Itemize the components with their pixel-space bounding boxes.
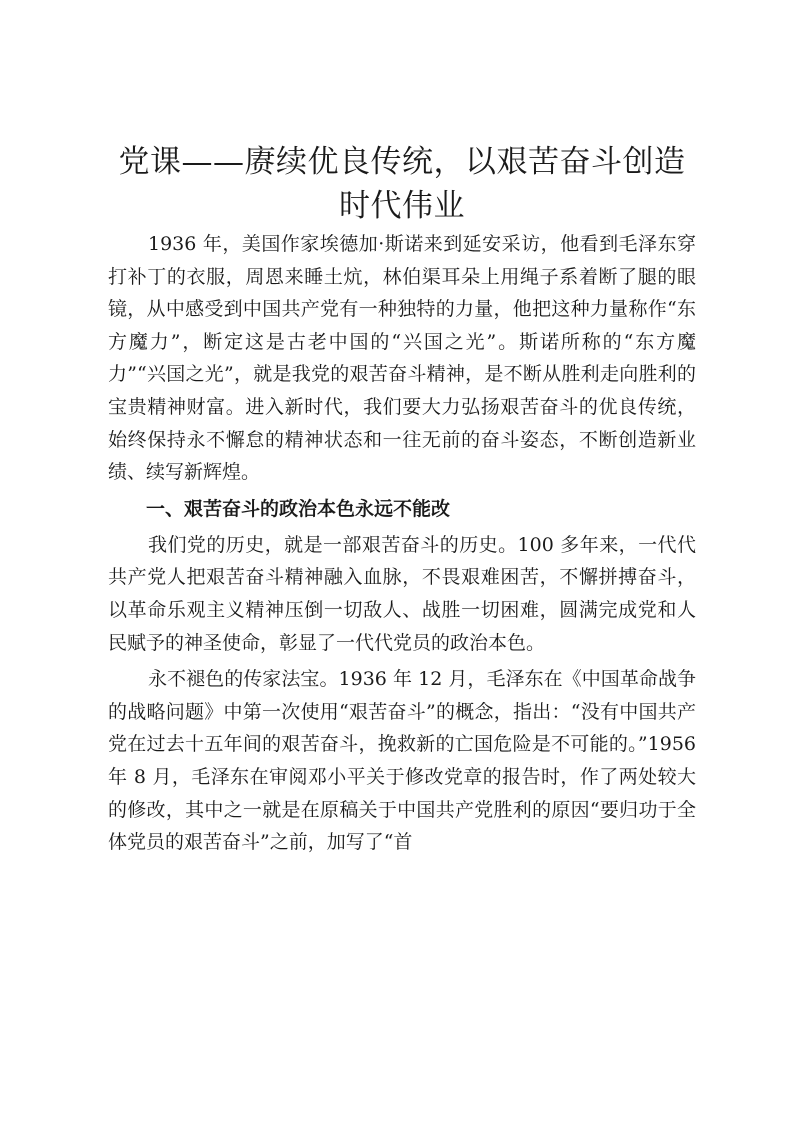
document-page (108, 140, 696, 859)
document-title: 党课——赓续优良传统，以艰苦奋斗创造时代伟业 (118, 144, 686, 224)
section-paragraph-1: 我们党的历史，就是一部艰苦奋斗的历史。100 多年来，一代代共产党人把艰苦奋斗精神融入血脉，不畏艰难困苦，不懈拼搏奋斗，以革命乐观主义精神压倒一切敌人、战胜一切困难，圆满完成党和人民赋予的神圣使命，彰显了一代代党员的政治本色。 (108, 533, 696, 654)
intro-paragraph: 1936 年，美国作家埃德加·斯诺来到延安采访，他看到毛泽东穿打补丁的衣服，周恩来睡土炕，林伯渠耳朵上用绳子系着断了腿的眼镜，从中感受到中国共产党有一种独特的力量，他把这种力量称作“东方魔力”，断定这是古老中国的“兴国之光”。斯诺所称的“东方魔力”“兴国之光”，就是我党的艰苦奋斗精神，是不断从胜利走向胜利的宝贵精神财富。进入新时代，我们要大力弘扬艰苦奋斗的优良传统，始终保持永不懈怠的精神状态和一往无前的奋斗姿态，不断创造新业绩、续写新辉煌。 (108, 233, 696, 484)
section-heading: 一、艰苦奋斗的政治本色永远不能改 (146, 497, 451, 520)
section-paragraph-2: 永不褪色的传家法宝。1936 年 12 月，毛泽东在《中国革命战争的战略问题》中第一次使用“艰苦奋斗”的概念，指出：“没有中国共产党在过去十五年间的艰苦奋斗，挽救新的亡国危险是不可能的。”1956 年 8 月，毛泽东在审阅邓小平关于修改党章的报告时，作了两处较大的修改，其中之一就是在原稿关于中国共产党胜利的原因“要归功于全体党员的艰苦奋斗”之前，加写了“首 (108, 668, 696, 854)
